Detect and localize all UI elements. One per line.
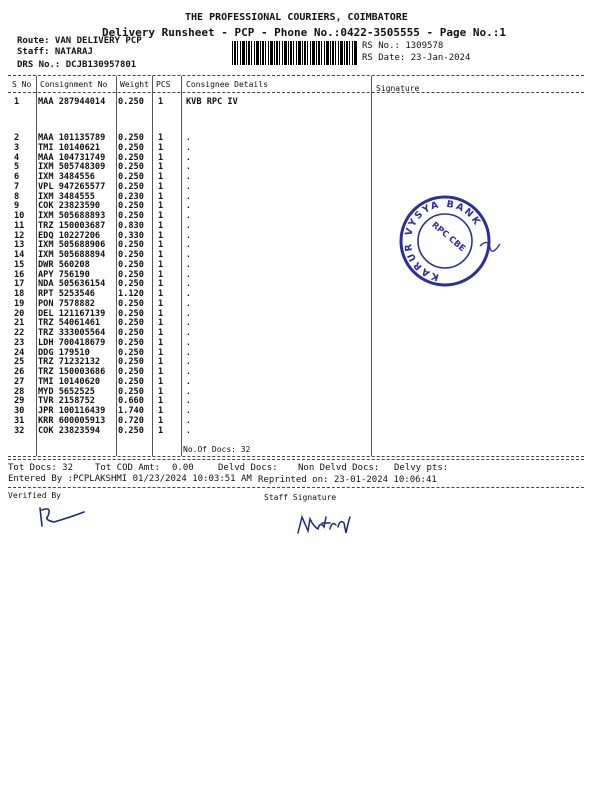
row-consignee: .	[186, 367, 191, 376]
row-consignment-no: LDH 700418679	[38, 337, 106, 348]
rs-date: RS Date: 23-Jan-2024	[362, 53, 471, 63]
table-row	[8, 318, 368, 328]
totals-divider	[8, 487, 584, 488]
row-pcs: 1	[158, 240, 164, 251]
row-weight: 0.250	[118, 318, 144, 329]
row-consignment-no: VPL 947265577	[38, 181, 106, 192]
rs-number: RS No.: 1309578	[362, 41, 444, 51]
row-consignment-no: IXM 505748309	[38, 162, 106, 173]
stamp-initial-mark	[478, 236, 502, 258]
row-sno: 16	[14, 269, 25, 280]
col-header-pcs: PCS	[156, 80, 171, 89]
row-weight: 0.250	[118, 97, 144, 107]
table-bottom-divider	[8, 456, 584, 457]
row-consignment-no: TRZ 333005564	[38, 328, 106, 338]
row-weight: 0.330	[118, 230, 144, 241]
staff-label: Staff: NATARAJ	[17, 47, 93, 57]
non-delvd-docs: Non Delvd Docs:	[298, 463, 380, 473]
row-sno: 10	[14, 211, 25, 221]
stamp-bank-name: KARUR VYSYA BANK	[402, 198, 484, 283]
row-consignee: .	[186, 269, 191, 279]
row-weight: 0.250	[118, 337, 144, 348]
table-row	[8, 97, 368, 107]
row-pcs: 1	[158, 142, 164, 153]
row-consignee: .	[186, 318, 191, 328]
row-sno: 24	[14, 347, 25, 358]
row-sno: 7	[14, 181, 20, 192]
table-row	[8, 367, 368, 377]
table-row	[8, 357, 368, 367]
row-consignment-no: KRR 600005913	[38, 415, 106, 426]
row-sno: 17	[14, 279, 25, 290]
row-pcs: 1	[158, 367, 164, 377]
col-header-consignee: Consignee Details	[186, 80, 268, 89]
row-consignee: .	[186, 133, 191, 142]
table-row	[8, 396, 368, 406]
row-weight: 0.250	[118, 259, 144, 270]
row-consignee: .	[186, 289, 191, 298]
row-consignment-no: DEL 121167139	[38, 308, 106, 319]
row-consignee: .	[186, 337, 191, 347]
row-weight: 0.250	[118, 279, 144, 290]
row-weight: 0.250	[118, 269, 144, 280]
row-consignee: .	[186, 142, 191, 152]
barcode-image	[232, 41, 358, 65]
row-consignment-no: IXM 505688894	[38, 250, 106, 260]
row-weight: 0.250	[118, 211, 144, 221]
row-pcs: 1	[158, 133, 164, 143]
row-consignee: .	[186, 386, 191, 396]
table-row	[8, 162, 368, 172]
row-pcs: 1	[158, 328, 164, 338]
row-consignment-no: IXM 3484555	[38, 191, 95, 202]
row-sno: 18	[14, 289, 25, 299]
table-row	[8, 211, 368, 221]
row-consignment-no: NDA 505636154	[38, 279, 106, 290]
row-weight: 0.250	[118, 328, 144, 338]
row-sno: 22	[14, 328, 25, 338]
row-weight: 0.720	[118, 415, 144, 426]
row-weight: 0.250	[118, 425, 144, 436]
table-top-divider	[8, 75, 584, 76]
row-pcs: 1	[158, 415, 164, 426]
row-pcs: 1	[158, 230, 164, 241]
row-pcs: 1	[158, 220, 164, 231]
row-consignment-no: DWR 560208	[38, 259, 90, 270]
row-pcs: 1	[158, 386, 164, 397]
row-weight: 0.250	[118, 298, 144, 309]
table-row	[8, 309, 368, 319]
row-sno: 8	[14, 191, 20, 202]
row-consignment-no: IXM 505688893	[38, 211, 106, 221]
row-sno: 23	[14, 337, 25, 348]
row-consignee: .	[186, 425, 191, 435]
row-sno: 9	[14, 201, 20, 212]
row-weight: 1.120	[118, 289, 144, 299]
row-consignee: .	[186, 347, 191, 357]
row-consignment-no: TRZ 150003686	[38, 367, 106, 377]
row-pcs: 1	[158, 97, 164, 107]
row-weight: 0.250	[118, 240, 144, 251]
row-sno: 3	[14, 142, 20, 153]
tot-docs: Tot Docs: 32	[8, 463, 74, 473]
table-row	[8, 338, 368, 348]
table-row	[8, 201, 368, 211]
table-row	[8, 416, 368, 426]
row-weight: 0.250	[118, 133, 144, 143]
row-consignee: .	[186, 211, 191, 220]
row-consignee: .	[186, 230, 191, 240]
row-sno: 29	[14, 396, 25, 407]
row-pcs: 1	[158, 162, 164, 173]
row-consignment-no: COK 23823594	[38, 425, 101, 436]
row-consignee: .	[186, 152, 191, 162]
row-sno: 26	[14, 367, 25, 377]
staff-signature	[294, 511, 354, 537]
runsheet-title: Delivery Runsheet - PCP - Phone No.:0422-3505555 - Page No.:1	[102, 26, 506, 39]
row-weight: 0.250	[118, 386, 144, 397]
row-consignee: .	[186, 201, 191, 211]
row-weight: 0.250	[118, 347, 144, 358]
row-consignee: .	[186, 308, 191, 318]
reprinted-on: Reprinted on: 23-01-2024 10:06:41	[258, 475, 437, 485]
row-consignment-no: TRZ 150003687	[38, 220, 106, 231]
table-row	[8, 406, 368, 416]
row-weight: 0.250	[118, 162, 144, 173]
table-row	[8, 270, 368, 280]
row-pcs: 1	[158, 211, 164, 221]
row-pcs: 1	[158, 259, 164, 270]
table-row	[8, 221, 368, 231]
row-weight: 0.660	[118, 396, 144, 407]
row-weight: 0.250	[118, 367, 144, 377]
row-pcs: 1	[158, 250, 164, 260]
row-consignee: .	[186, 279, 191, 289]
row-sno: 30	[14, 406, 25, 416]
table-row	[8, 172, 368, 182]
row-sno: 19	[14, 298, 25, 309]
row-weight: 0.250	[118, 201, 144, 212]
table-row	[8, 260, 368, 270]
verified-signature	[34, 504, 88, 530]
tot-cod-value: 0.00	[172, 463, 194, 473]
row-sno: 2	[14, 133, 20, 143]
staff-signature-label: Staff Signature	[264, 493, 337, 502]
row-pcs: 1	[158, 357, 164, 368]
row-consignment-no: PON 7578882	[38, 298, 95, 309]
row-consignee: .	[186, 376, 191, 386]
row-sno: 12	[14, 230, 25, 241]
row-pcs: 1	[158, 425, 164, 436]
row-sno: 4	[14, 152, 20, 163]
table-row	[8, 231, 368, 241]
table-row	[8, 377, 368, 387]
row-pcs: 1	[158, 347, 164, 358]
table-row	[8, 250, 368, 260]
row-consignee: .	[186, 181, 191, 191]
row-pcs: 1	[158, 279, 164, 290]
row-pcs: 1	[158, 191, 164, 202]
row-sno: 25	[14, 357, 25, 368]
row-sno: 5	[14, 162, 20, 173]
no-of-docs: No.Of Docs: 32	[183, 445, 251, 454]
row-sno: 14	[14, 250, 25, 260]
row-pcs: 1	[158, 376, 164, 387]
row-weight: 0.830	[118, 220, 144, 231]
stamp-inner-text: RPC CBE	[429, 220, 467, 255]
row-consignee: .	[186, 250, 191, 259]
row-consignment-no: TRZ 71232132	[38, 357, 101, 368]
table-row	[8, 289, 368, 299]
table-row	[8, 426, 368, 436]
row-pcs: 1	[158, 308, 164, 319]
row-consignment-no: MAA 104731749	[38, 152, 106, 163]
route-label: Route: VAN DELIVERY PCP	[17, 36, 142, 46]
row-consignee: .	[186, 328, 191, 337]
row-consignee: .	[186, 191, 191, 201]
row-pcs: 1	[158, 269, 164, 280]
row-sno: 15	[14, 259, 25, 270]
row-consignment-no: EDQ 10227206	[38, 230, 101, 241]
row-consignment-no: IXM 505688906	[38, 240, 106, 251]
row-consignment-no: JPR 100116439	[38, 406, 106, 416]
row-weight: 0.250	[118, 376, 144, 387]
row-weight: 0.250	[118, 142, 144, 153]
row-consignment-no: MAA 287944014	[38, 97, 106, 107]
col-divider-5	[371, 76, 372, 456]
drs-number: DRS No.: DCJB130957801	[17, 60, 137, 70]
row-consignment-no: TRZ 54061461	[38, 318, 101, 329]
row-sno: 1	[14, 97, 20, 107]
row-consignee: .	[186, 172, 191, 181]
row-consignment-no: APY 756190	[38, 269, 90, 280]
row-weight: 1.740	[118, 406, 144, 416]
row-weight: 0.250	[118, 308, 144, 319]
row-pcs: 1	[158, 318, 164, 329]
table-row	[8, 153, 368, 163]
row-consignee: .	[186, 259, 191, 269]
delvd-docs: Delvd Docs:	[218, 463, 278, 473]
row-sno: 13	[14, 240, 25, 251]
row-consignment-no: RPT 5253546	[38, 289, 95, 299]
row-consignee: .	[186, 220, 191, 230]
row-consignee: .	[186, 357, 191, 367]
row-consignment-no: TVR 2158752	[38, 396, 95, 407]
row-consignment-no: MAA 101135789	[38, 133, 106, 143]
delvy-pts: Delvy pts:	[394, 463, 449, 473]
row-sno: 21	[14, 318, 25, 329]
row-weight: 0.250	[118, 172, 144, 182]
col-header-consignment: Consignment No	[40, 80, 108, 89]
row-pcs: 1	[158, 152, 164, 163]
col-header-weight: Weight	[120, 80, 149, 89]
row-sno: 28	[14, 386, 25, 397]
table-row	[8, 299, 368, 309]
entered-by: Entered By :PCPLAKSHMI 01/23/2024 10:03:51 AM	[8, 474, 252, 484]
table-row	[8, 192, 368, 202]
row-consignment-no: DDG 179510	[38, 347, 90, 358]
row-pcs: 1	[158, 201, 164, 212]
row-weight: 0.250	[118, 152, 144, 163]
row-pcs: 1	[158, 337, 164, 348]
row-consignee: .	[186, 298, 191, 308]
row-pcs: 1	[158, 298, 164, 309]
row-sno: 11	[14, 220, 25, 231]
row-consignee: .	[186, 406, 191, 415]
row-consignee: .	[186, 415, 191, 425]
verified-by-label: Verified By	[8, 491, 61, 500]
table-row	[8, 143, 368, 153]
row-pcs: 1	[158, 406, 164, 416]
table-row	[8, 133, 368, 143]
table-row	[8, 387, 368, 397]
row-consignee: .	[186, 240, 191, 250]
company-name: THE PROFESSIONAL COURIERS, COIMBATORE	[185, 12, 408, 23]
row-sno: 31	[14, 415, 25, 426]
row-pcs: 1	[158, 181, 164, 192]
row-pcs: 1	[158, 396, 164, 407]
row-weight: 0.250	[118, 181, 144, 192]
row-pcs: 1	[158, 289, 164, 299]
row-consignment-no: COK 23823590	[38, 201, 101, 212]
row-consignment-no: TMI 10140620	[38, 376, 101, 387]
row-consignment-no: MYD 5652525	[38, 386, 95, 397]
row-sno: 6	[14, 172, 20, 182]
row-consignment-no: TMI 10140621	[38, 142, 101, 153]
tot-cod-label: Tot COD Amt:	[95, 463, 161, 473]
row-weight: 0.230	[118, 191, 144, 202]
row-weight: 0.250	[118, 357, 144, 368]
row-sno: 20	[14, 308, 25, 319]
row-sno: 32	[14, 425, 25, 436]
table-row	[8, 240, 368, 250]
table-row	[8, 182, 368, 192]
row-consignment-no: IXM 3484556	[38, 172, 95, 182]
row-consignee: .	[186, 162, 191, 172]
col-header-sno: S No	[12, 80, 32, 89]
table-row	[8, 279, 368, 289]
col-header-signature: Signature	[376, 84, 420, 93]
table-bottom-divider-2	[8, 459, 584, 460]
row-consignee: KVB RPC IV	[186, 97, 238, 107]
row-consignee: .	[186, 396, 191, 406]
table-header-divider	[8, 92, 584, 93]
row-sno: 27	[14, 376, 25, 387]
row-pcs: 1	[158, 172, 164, 182]
table-row	[8, 328, 368, 338]
row-weight: 0.250	[118, 250, 144, 260]
table-row	[8, 348, 368, 358]
